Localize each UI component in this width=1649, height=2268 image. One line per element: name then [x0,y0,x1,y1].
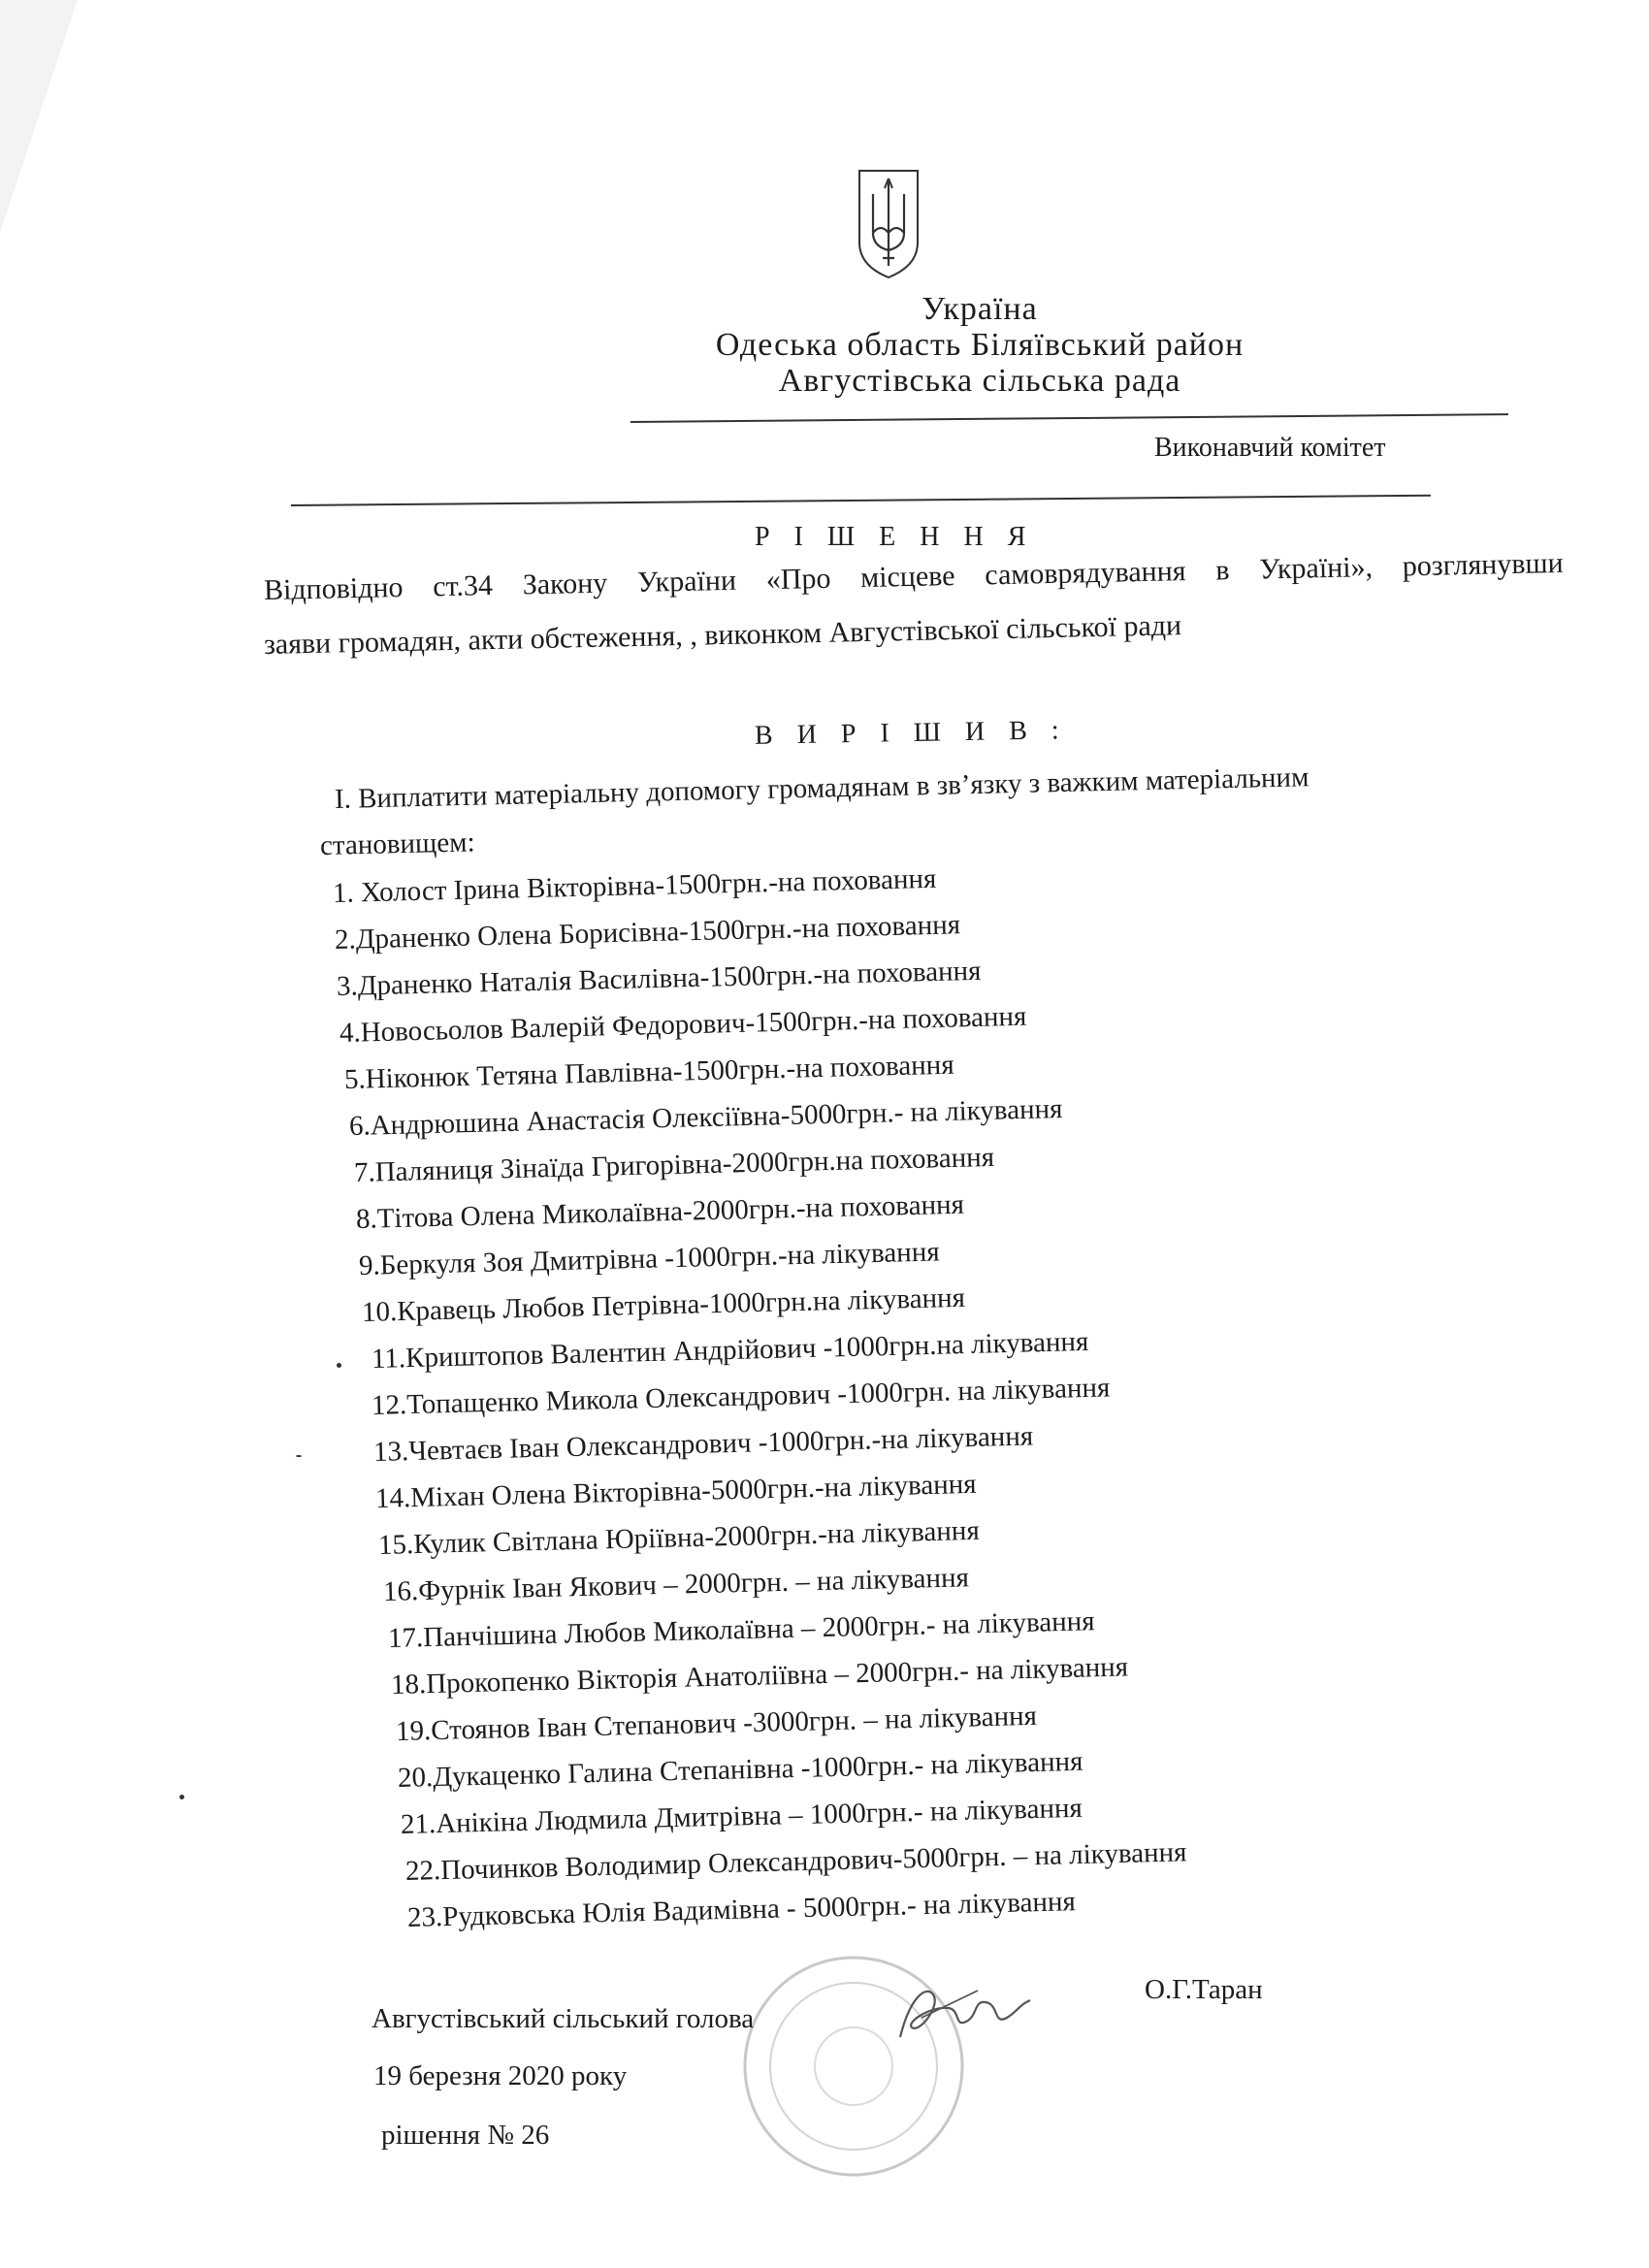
header-country: Україна [922,291,1038,327]
preamble-word: в [1214,554,1230,587]
list-item: 13.Чевтаєв Іван Олександрович -1000грн.-на лікування [372,1420,1034,1468]
head-title: Августівський сільський голова [372,2003,755,2034]
list-item: 2.Драненко Олена Борисівна-1500грн.-на поховання [334,909,961,956]
preamble-word: «Про [765,562,831,597]
preamble-word: розглянувши [1402,546,1564,583]
list-item: 10.Кравець Любов Петрівна-1000грн.на лікування [361,1281,966,1328]
preamble-word: місцеве [859,560,955,595]
header-divider-bottom [291,495,1431,506]
scan-speck [296,1455,302,1457]
preamble-word: Закону [522,567,608,601]
list-item: 21.Анікіна Людмила Дмитрівна – 1000грн.- на лікування [400,1792,1083,1840]
trident-emblem-icon [854,165,923,281]
list-item: 18.Прокопенко Вікторія Анатоліївна – 2000грн.- на лікування [390,1651,1129,1701]
list-item: 16.Фурнік Іван Якович – 2000грн. – на лікування [382,1562,970,1607]
list-item: 15.Кулик Світлана Юріївна-2000грн.-на лікування [377,1514,981,1561]
list-item: 7.Паляниця Зінаїда Григорівна-2000грн.на поховання [353,1141,995,1188]
preamble-line-1 [264,547,1564,607]
list-item: 8.Тітова Олена Миколаївна-2000грн.-на поховання [355,1188,965,1235]
header-region: Одеська область Біляївський район [715,327,1245,363]
list-item: 19.Стоянов Іван Степанович -3000грн. – на лікування [395,1700,1038,1747]
list-item: 14.Міхан Олена Вікторівна-5000грн.-на лікування [374,1468,977,1514]
list-item: 1. Холост Ірина Вікторівна-1500грн.-на поховання [332,862,937,909]
intro-line-1: І. Виплатити матеріальну допомогу громадянам в зв’язку з важким матеріальним [334,761,1310,815]
resolved-title: В И Р І Ш И В : [754,715,1068,751]
folded-corner [0,0,78,233]
header-executive-committee: Виконавчий комітет [1154,433,1386,463]
signature-mark [892,1979,1038,2047]
list-item: 6.Андрюшина Анастасія Олексіївна-5000грн.- на лікування [348,1093,1063,1142]
preamble-word: України [636,564,737,599]
list-item: 5.Ніконюк Тетяна Павлівна-1500грн.-на поховання [343,1049,954,1095]
list-item: 11.Криштопов Валентин Андрійович -1000грн.на лікування [371,1325,1089,1375]
list-item: 22.Починков Володимир Олександрович-5000грн. – на лікування [404,1836,1187,1887]
preamble-word: самоврядування [984,555,1186,592]
head-name: О.Г.Таран [1145,1974,1263,2005]
preamble-word: ст.34 [432,569,494,603]
scan-speck [179,1795,184,1799]
header-divider-top [630,413,1508,422]
intro-line-2: становищем: [319,826,475,861]
list-item: 3.Драненко Наталія Василівна-1500грн.-на поховання [336,955,982,1002]
list-item: 17.Панчішина Любов Миколаївна – 2000грн.- на лікування [387,1605,1095,1654]
list-item: 23.Рудковська Юлія Вадимівна - 5000грн.- на лікування [406,1886,1077,1933]
header-council: Августівська сільська рада [778,363,1181,399]
list-item: 4.Новосьолов Валерій Федорович-1500грн.-на поховання [339,1000,1027,1049]
decision-number: рішення № 26 [381,2120,550,2151]
decision-date: 19 березня 2020 року [373,2060,628,2091]
list-item: 12.Топащенко Микола Олександрович -1000грн. на лікування [371,1372,1111,1421]
preamble-word: Україні», [1258,551,1374,586]
list-item: 20.Дукаценко Галина Степанівна -1000грн.- на лікування [397,1745,1083,1794]
preamble-line-2: заяви громадян, акти обстеження, , виконком Августівської сільської ради [263,609,1182,661]
list-item: 9.Беркуля Зоя Дмитрівна -1000грн.-на лікування [358,1236,940,1281]
scan-speck [337,1363,341,1368]
decision-title: Р І Ш Е Н Н Я [755,522,1035,552]
preamble-word: Відповідно [263,570,404,606]
